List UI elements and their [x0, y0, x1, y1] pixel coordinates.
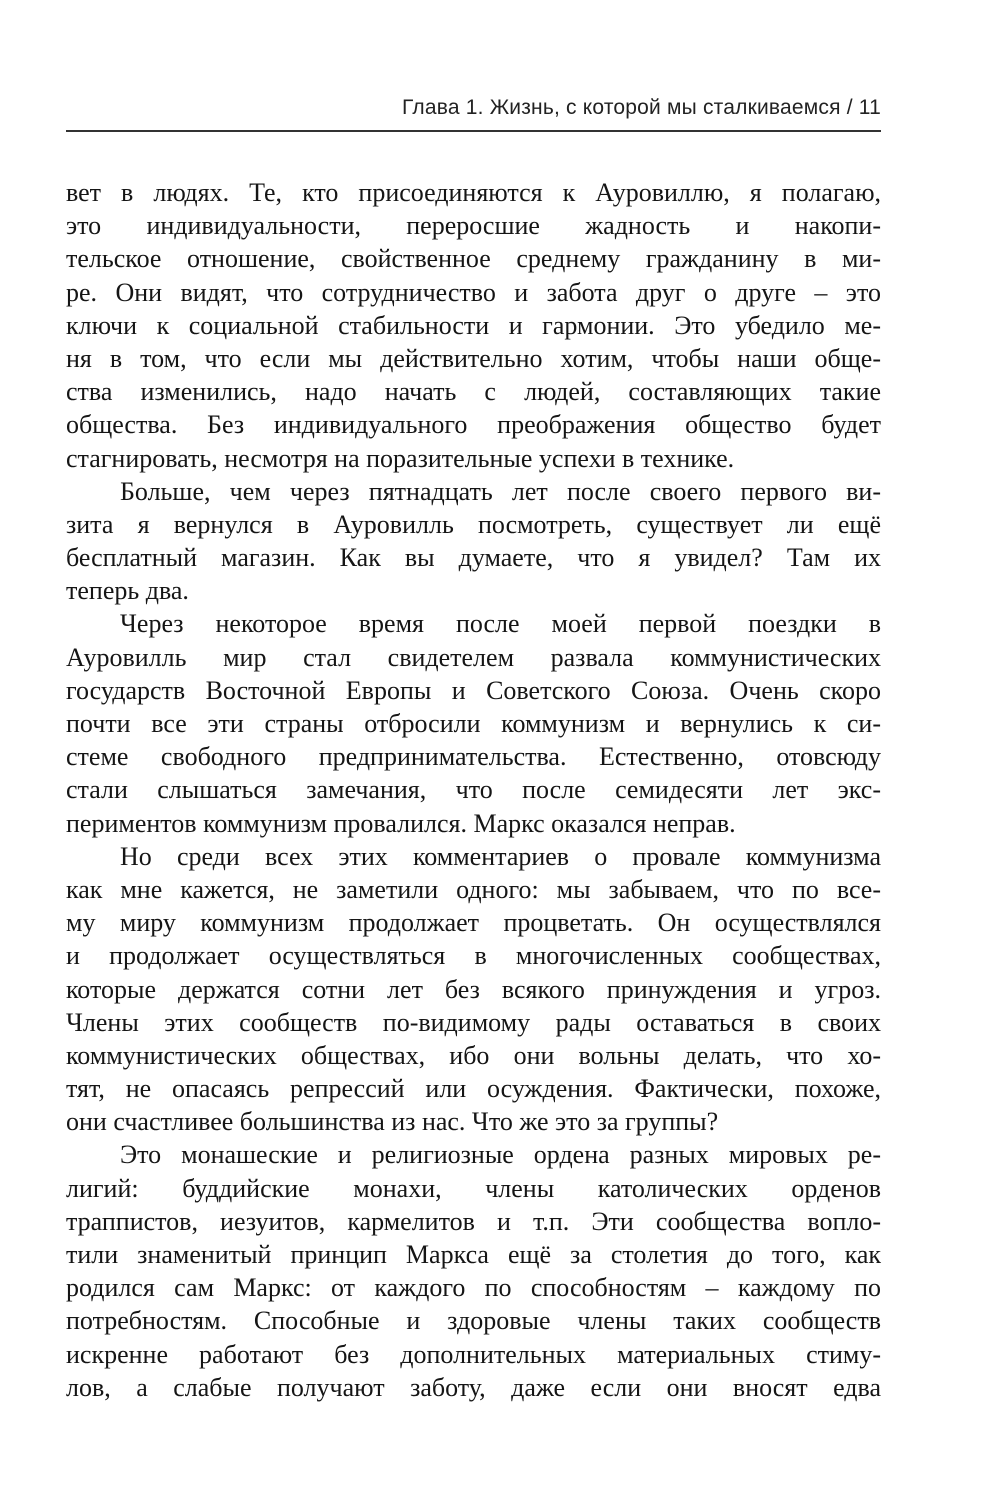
text-line: почти все эти страны отбросили коммунизм и вернулись к си- — [66, 709, 881, 738]
text-line: тят, не опасаясь репрессий или осуждения. Фактически, похоже, — [66, 1074, 881, 1104]
text-line: родился сам Маркс: от каждого по способностям – каждому по — [66, 1273, 881, 1303]
text-line: тили знаменитый принцип Маркса ещё за столетия до того, как — [66, 1240, 881, 1269]
text-line: ня в том, что если мы действительно хотим, чтобы наши обще- — [66, 343, 881, 373]
text-line: бесплатный магазин. Как вы думаете, что я увидел? Там их — [66, 543, 881, 573]
text-line: Члены этих сообществ по-видимому рады оставаться в своих — [66, 1007, 881, 1037]
text-line: государств Восточной Европы и Советского Союза. Очень скоро — [66, 675, 881, 705]
text-line: стагнировать, несмотря на поразительные успехи в технике. — [66, 443, 735, 473]
text-line: которые держатся сотни лет без всякого принуждения и угроз. — [66, 974, 881, 1004]
text-line: теперь два. — [66, 576, 189, 606]
text-line: периментов коммунизм провалился. Маркс оказался неправ. — [66, 808, 736, 838]
text-line: вет в людях. Те, кто присоединяются к Ауровиллю, я полагаю, — [66, 178, 881, 207]
text-line: му миру коммунизм продолжает процветать. Он осуществлялся — [66, 908, 881, 938]
running-header: Глава 1. Жизнь, с которой мы сталкиваемся / 11 — [401, 96, 881, 119]
text-line: это индивидуальности, переросшие жадность и накопи- — [66, 211, 881, 241]
text-line: стали слышаться замечания, что после семидесяти лет экс- — [66, 775, 881, 805]
text-line: Это монашеские и религиозные ордена разных мировых ре- — [120, 1140, 881, 1170]
text-line: Через некоторое время после моей первой поездки в — [120, 609, 881, 639]
text-line: зита я вернулся в Ауровилль посмотреть, существует ли ещё — [66, 509, 881, 539]
text-line: потребностям. Способные и здоровые члены таких сообществ — [66, 1306, 881, 1336]
text-line: траппистов, иезуитов, кармелитов и т.п. Эти сообщества вопло- — [66, 1206, 881, 1236]
text-line: Но среди всех этих комментариев о провале коммунизма — [120, 841, 881, 871]
text-line: искренне работают без дополнительных материальных стиму- — [66, 1339, 881, 1369]
text-line: они счастливее большинства из нас. Что же это за группы? — [66, 1107, 719, 1137]
text-line: как мне кажется, не заметили одного: мы забываем, что по все- — [66, 874, 881, 904]
text-line: лигий: буддийские монахи, члены католических орденов — [66, 1173, 881, 1203]
text-line: лов, а слабые получают заботу, даже если они вносят едва — [66, 1372, 881, 1402]
text-line: ства изменились, надо начать с людей, составляющих такие — [66, 377, 881, 407]
text-line: и продолжает осуществляться в многочисленных сообществах, — [66, 941, 881, 971]
text-line: общества. Без индивидуального преображения общество будет — [66, 410, 881, 440]
text-line: ключи к социальной стабильности и гармонии. Это убедило ме- — [66, 310, 881, 340]
text-line: тельское отношение, свойственное среднему гражданину в ми- — [66, 244, 881, 274]
header-rule — [66, 130, 881, 132]
text-line: коммунистических обществах, ибо они вольны делать, что хо- — [66, 1040, 881, 1070]
text-line: ре. Они видят, что сотрудничество и забота друг о друге – это — [66, 277, 881, 307]
text-line: Ауровилль мир стал свидетелем развала коммунистических — [66, 642, 881, 672]
body-text — [66, 176, 881, 1404]
text-line: Больше, чем через пятнадцать лет после своего первого ви- — [120, 476, 881, 506]
text-line: стеме свободного предпринимательства. Естественно, отовсюду — [66, 742, 881, 772]
